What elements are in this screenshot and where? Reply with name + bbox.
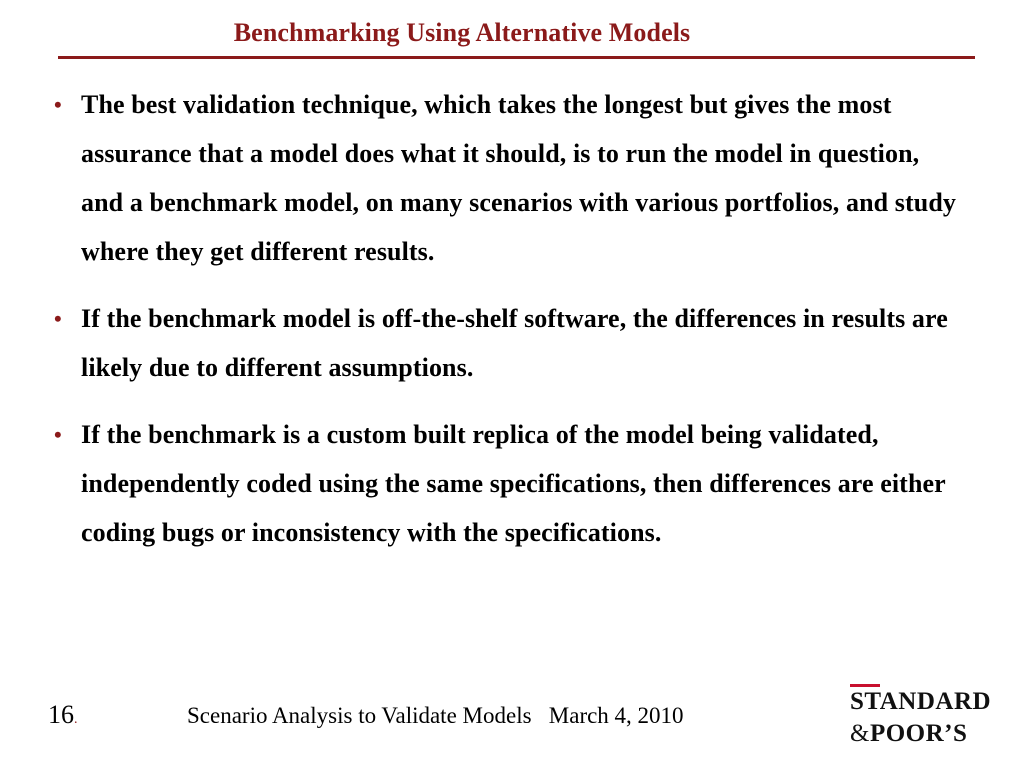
bullet-text: If the benchmark is a custom built replica of the model being validated, independently coded using the same specifications, then differences are either coding bugs or inconsistency with the specifications. (81, 420, 946, 547)
presentation-title: Scenario Analysis to Validate Models (187, 703, 532, 728)
logo-accent-bar (850, 684, 880, 687)
bullet-text: The best validation technique, which takes the longest but gives the most assurance that a model does what it should, is to run the model in question, and a benchmark model, on many scenarios with various portfolios, and study where they get different results. (81, 90, 956, 266)
logo-ampersand: & (850, 720, 870, 747)
logo-line-1: STANDARD (850, 688, 992, 715)
bullet-marker-icon: • (54, 422, 62, 447)
logo-line-2-text: POOR’S (869, 720, 968, 747)
slide-number-value: 16 (48, 700, 74, 729)
slide-number (48, 700, 78, 730)
slide-title: Benchmarking Using Alternative Models (233, 18, 691, 47)
footer-caption (187, 703, 684, 729)
presentation-date: March 4, 2010 (548, 703, 684, 728)
slide-number-dot: . (74, 712, 78, 727)
title-divider (58, 56, 975, 59)
bullet-item (54, 294, 959, 392)
bullet-list (54, 80, 959, 575)
bullet-item (54, 80, 959, 276)
bullet-marker-icon: • (54, 92, 62, 117)
bullet-marker-icon: • (54, 306, 62, 331)
bullet-text: If the benchmark model is off-the-shelf software, the differences in results are likely due to different assumptions. (81, 304, 948, 382)
logo-line-2 (850, 720, 967, 748)
bullet-item (54, 410, 959, 557)
